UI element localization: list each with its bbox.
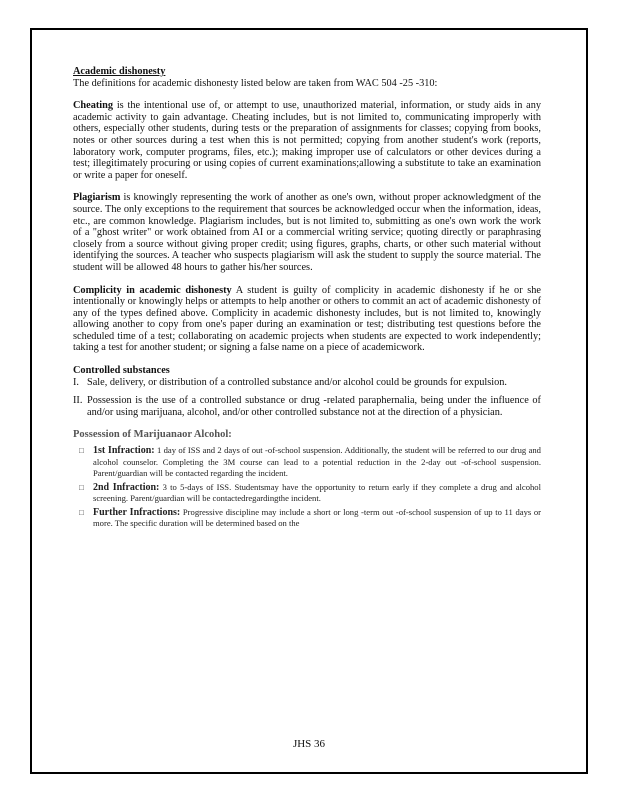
roman-numeral: I.: [73, 376, 80, 388]
complicity-text: A student is guilty of complicity in academic dishonesty if he or she intentionally or knowingly helps or attempts to help another or others to commit an act of academic dishonesty of any of the types defined above. Complicity in academic dishonesty includes, but is not limited to, knowingly allowing another to copy from one's paper during an examination or test; distributing test questions before the scheduled time of a test; collaborating on academic projects when students are expected to work independently; taking a test for another student; or signing a false name on a piece of academicwork.: [73, 284, 542, 354]
possession-title: Possession of Marijuanaor Alcohol:: [73, 429, 232, 441]
academic-heading: [73, 66, 541, 78]
complicity-term: Complicity in academic dishonesty: [73, 284, 232, 296]
section-heading-controlled-substances: Controlled substances: [73, 365, 170, 377]
plagiarism-term: Plagiarism: [73, 192, 121, 204]
section-heading-academic-dishonesty: Academic dishonesty: [73, 66, 166, 77]
list-item: [73, 507, 541, 530]
infraction-text: 1 day of ISS and 2 days of out -of-school suspension. Additionally, the student will be referred to our drug and alcohol counselor. Completing the 3M course can lead to a potential reduction in the 2-day out -of-school suspension. Parent/guardian will be contacted regarding the incident.: [93, 445, 541, 479]
academic-intro: The definitions for academic dishonesty listed below are taken from WAC 504 -25 -310:: [73, 77, 438, 89]
infraction-label: 1st Infraction:: [93, 445, 155, 457]
list-item: [73, 482, 541, 505]
controlled-item: [73, 395, 541, 418]
controlled-item-text: Sale, delivery, or distribution of a controlled substance and/or alcohol could be grounds for expulsion.: [87, 376, 507, 388]
plagiarism-text: is knowingly representing the work of another as one's own, without proper acknowledgment of the source. The only exceptions to the requirement that sources be acknowledged occur when the information, ideas, etc., are common knowledge. Plagiarism includes, but is not limited to, submitting as one's own work the work of a "ghost writer" or work obtained from AI or a commercial writing service; quoting directly or paraphrasing closely from a source without giving proper credit; using figures, graphs, charts, or other such material without identifying the sources. A teacher who suspects plagiarism will ask the student to supply the source material. The student will be allowed 48 hours to gather his/her sources.: [73, 192, 541, 273]
checkbox-bullet-icon: □: [79, 482, 84, 492]
infraction-list: [73, 445, 541, 530]
roman-numeral: II.: [73, 395, 83, 407]
plagiarism-paragraph: [73, 192, 541, 273]
document-body: [73, 66, 541, 532]
list-item: [73, 445, 541, 480]
complicity-paragraph: [73, 285, 541, 355]
controlled-item: [73, 377, 541, 389]
checkbox-bullet-icon: □: [79, 507, 84, 517]
page-number: JHS 36: [292, 738, 326, 750]
controlled-item-text: Possession is the use of a controlled substance or drug -related paraphernalia, being under the influence of and/or using marijuana, alcohol, and/or other controlled substance not at the direction of a physician.: [87, 395, 541, 418]
infraction-label: Further Infractions:: [93, 506, 181, 518]
cheating-term: Cheating: [73, 100, 114, 112]
cheating-text: is the intentional use of, or attempt to use, unauthorized material, information, or study aids in any academic activity to gain advantage. Cheating includes, but is not limited to, communicating improperly with others, especially other students, during tests or the preparation of assignments for classes; copying from books, notes or other sources during a test when this is not permitted; copying from another student's work (reports, laboratory work, computer programs, files, etc.); making improper use of calculators or other devices during a test; illegitimately procuring or using copies of current examinations;allowing a substitute to take an examination or write a paper for oneself.: [73, 100, 541, 181]
infraction-text: Progressive discipline may include a short or long -term out -of-school suspension of up to 11 days or more. The specific duration will be determined based on the: [93, 506, 542, 529]
cheating-paragraph: [73, 100, 541, 181]
checkbox-bullet-icon: □: [79, 446, 84, 456]
infraction-label: 2nd Infraction:: [93, 481, 160, 493]
controlled-heading: [73, 365, 541, 377]
infraction-text: 3 to 5-days of ISS. Studentsmay have the opportunity to return early if they complete a drug and alcohol screening. Parent/guardian will be contactedregardingthe incident.: [93, 481, 541, 504]
